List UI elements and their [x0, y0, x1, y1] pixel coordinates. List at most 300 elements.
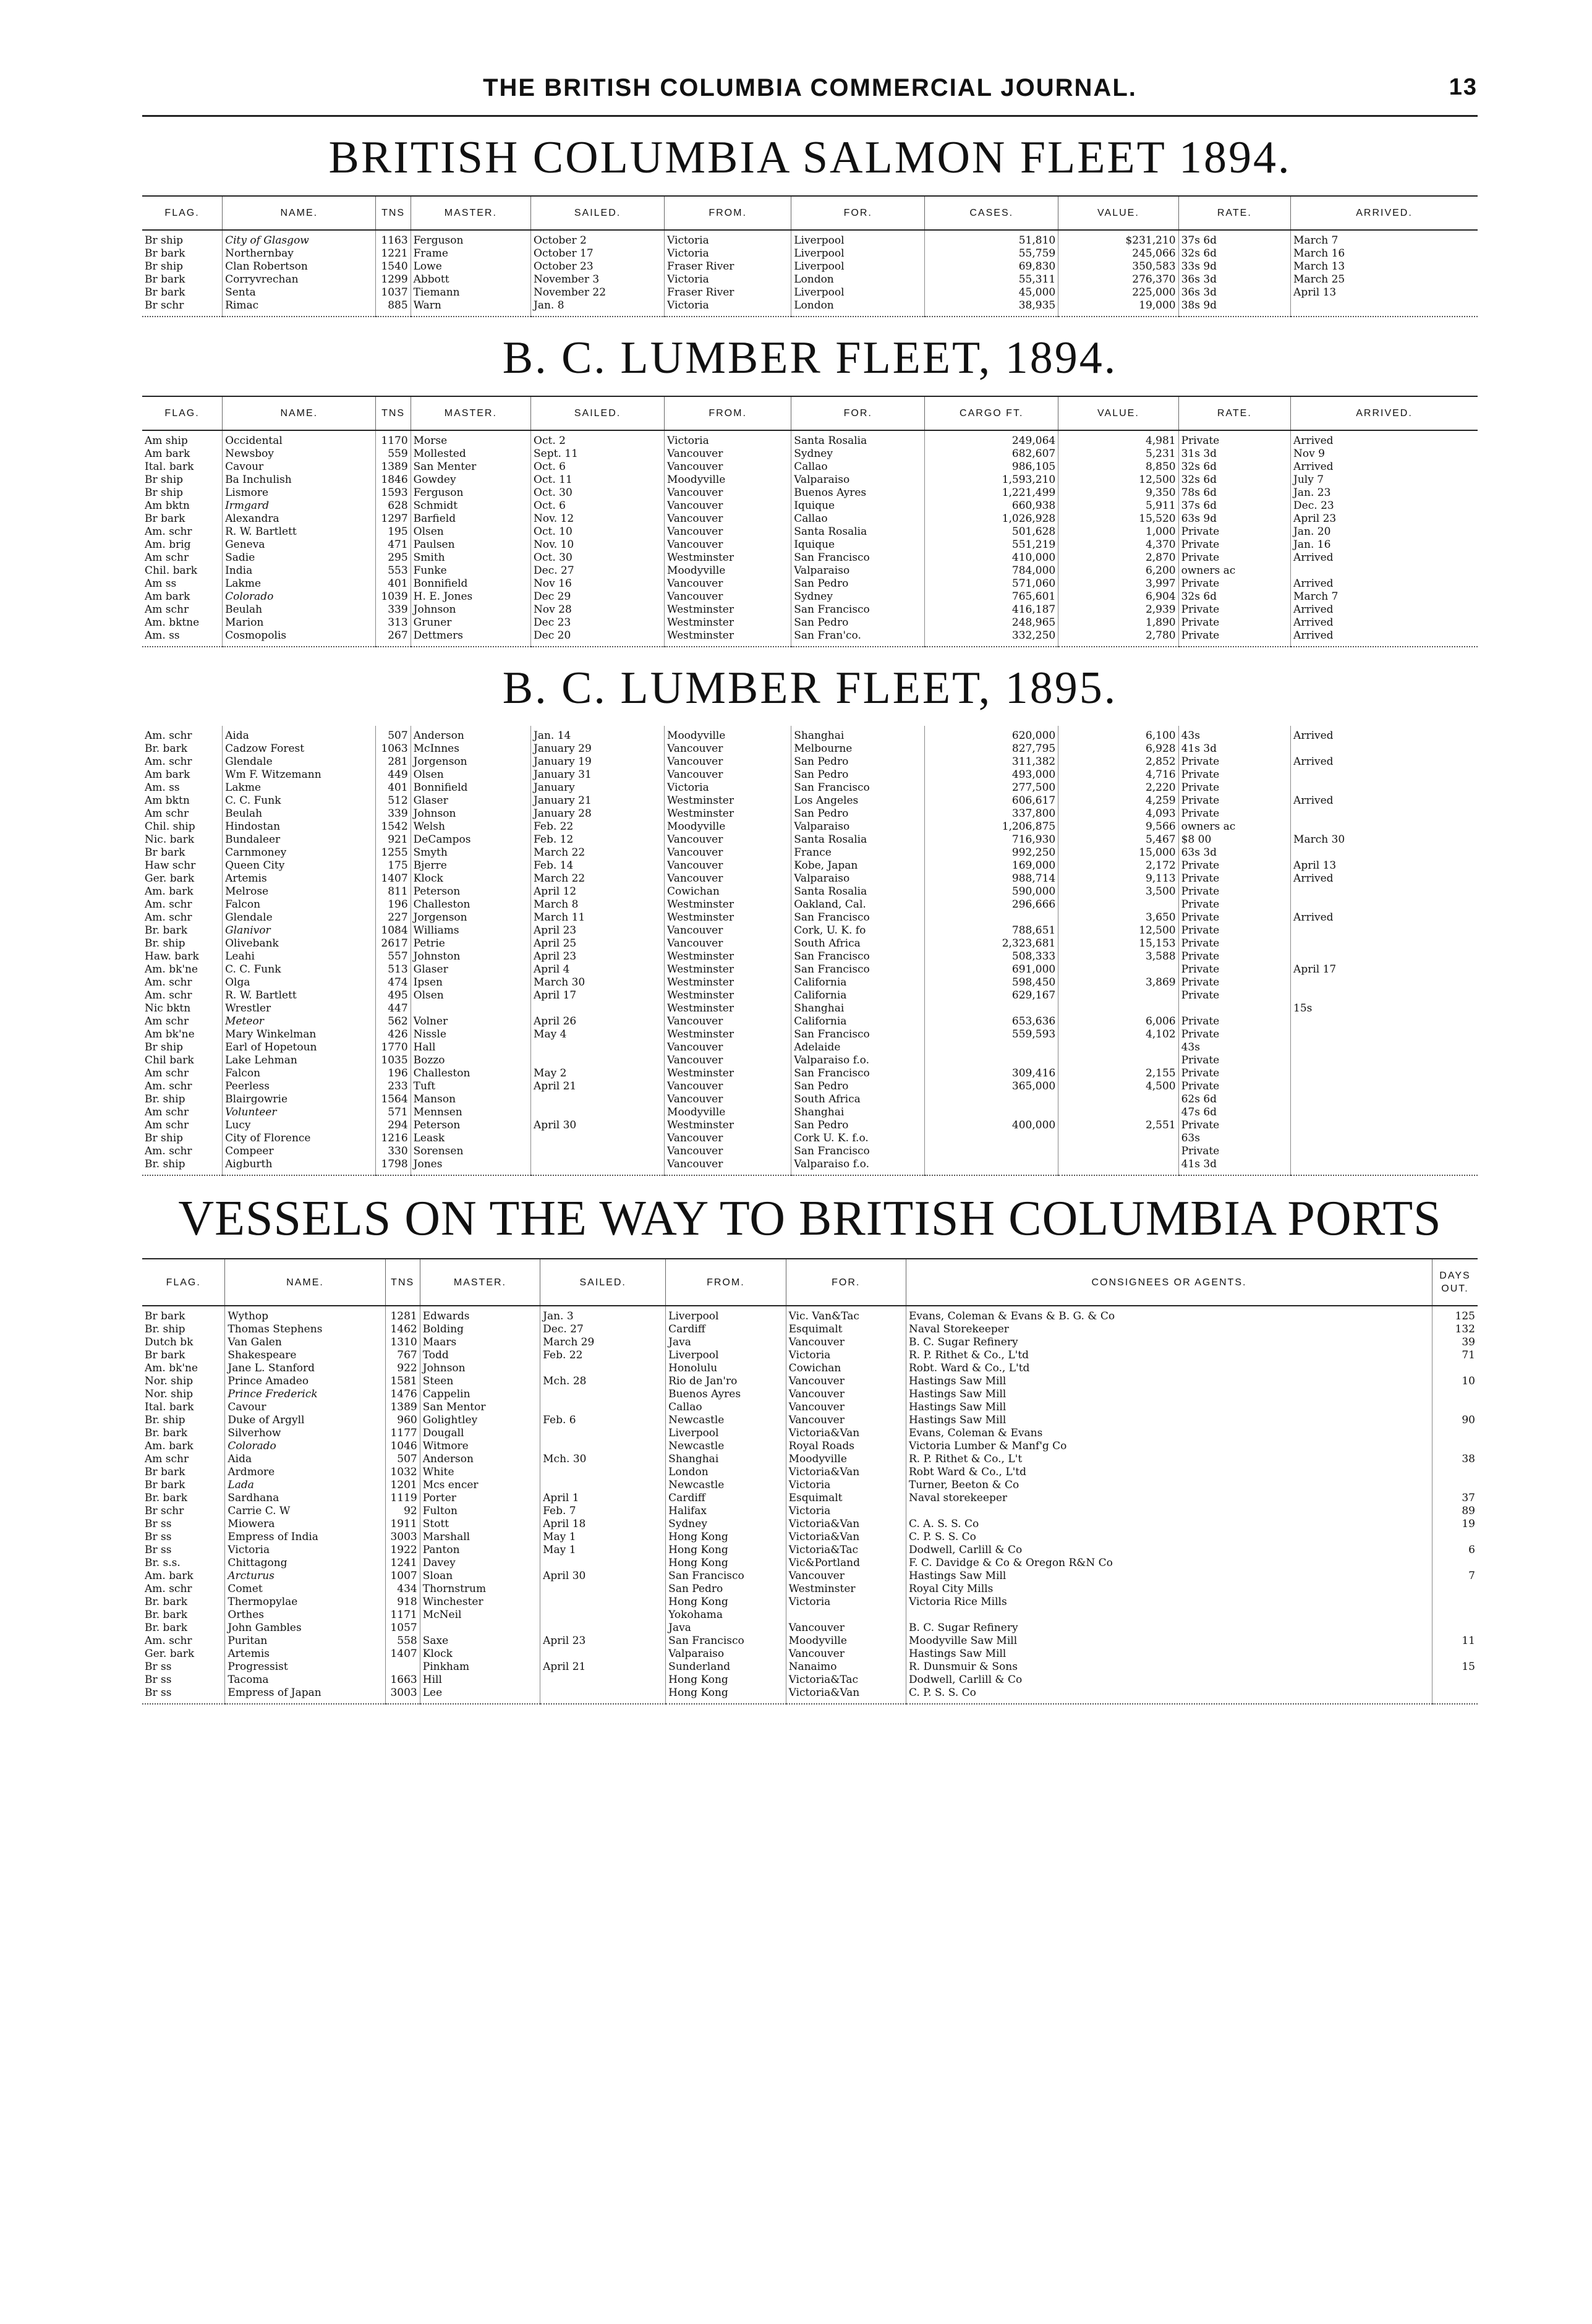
table-cell: Private — [1178, 1054, 1290, 1067]
table-cell: 3003 — [385, 1531, 420, 1544]
page-number: 13 — [1449, 74, 1478, 100]
table-cell: Marshall — [420, 1531, 540, 1544]
table-row — [142, 299, 1478, 317]
table-cell: 37s 6d — [1178, 230, 1290, 247]
table-cell — [540, 1466, 666, 1479]
table-cell: Hastings Saw Mill — [906, 1648, 1432, 1661]
table-cell — [1291, 768, 1478, 781]
table-cell: 401 — [376, 781, 411, 794]
table-cell: 339 — [376, 807, 411, 820]
table-cell: November 22 — [531, 286, 665, 299]
table-cell: Br bark — [145, 247, 185, 260]
table-cell: April 23 — [531, 924, 665, 937]
table-cell: Oct. 30 — [531, 551, 665, 564]
table-cell: Clan Robertson — [223, 260, 376, 273]
table-cell: 986,105 — [925, 461, 1058, 474]
table-cell: Queen City — [223, 859, 376, 872]
table-cell: 1310 — [385, 1336, 420, 1349]
table-cell: Vancouver — [786, 1622, 906, 1635]
table-cell: Bozzo — [411, 1054, 530, 1067]
table-cell: Liverpool — [791, 247, 925, 260]
table-cell: Private — [1178, 538, 1290, 551]
table-cell: Callao — [791, 461, 925, 474]
table-cell: Anderson — [420, 1453, 540, 1466]
table-cell: Orthes — [225, 1609, 385, 1622]
table-row — [142, 1002, 1478, 1015]
table-cell: Hastings Saw Mill — [906, 1414, 1432, 1427]
table-cell: 9,350 — [1058, 487, 1178, 500]
table-cell: Santa Rosalia — [791, 430, 925, 448]
table-cell: Vancouver — [665, 590, 791, 603]
table-cell: 1663 — [385, 1674, 420, 1687]
table-cell: 1255 — [376, 846, 411, 859]
table-cell: 5,231 — [1058, 448, 1178, 461]
table-cell: Victoria — [786, 1505, 906, 1518]
table-cell: Smyth — [411, 846, 530, 859]
table-cell: 63s 3d — [1178, 846, 1290, 859]
table-cell: April 30 — [540, 1570, 666, 1583]
table-cell: Am. schr — [145, 526, 192, 538]
table-cell: Feb. 22 — [540, 1349, 666, 1362]
table-cell: Vic&Portland — [786, 1557, 906, 1570]
table-cell: 15s — [1291, 1002, 1478, 1015]
table-cell: 12,500 — [1058, 924, 1178, 937]
table-row — [142, 726, 1478, 743]
table-cell: 71 — [1432, 1349, 1478, 1362]
table-cell: R. P. Rithet & Co., L't — [906, 1453, 1432, 1466]
table-cell: B. C. Sugar Refinery — [906, 1622, 1432, 1635]
table-cell: C. C. Funk — [223, 963, 376, 976]
table-cell: Jane L. Stanford — [225, 1362, 385, 1375]
table-cell: Br. ship — [142, 1158, 223, 1175]
table-cell: Glendale — [223, 911, 376, 924]
table-cell — [1291, 885, 1478, 898]
table-cell — [531, 1132, 665, 1145]
table-cell: Challeston — [411, 898, 530, 911]
table-cell: Moodyville — [665, 726, 791, 743]
table-cell: Tuft — [411, 1080, 530, 1093]
table-cell: 562 — [376, 1015, 411, 1028]
table-cell: Private — [1178, 924, 1290, 937]
table-cell: Haw schr — [145, 859, 196, 872]
table-cell — [531, 1093, 665, 1106]
table-cell: 1462 — [385, 1323, 420, 1336]
table-cell: 1564 — [376, 1093, 411, 1106]
table-row — [142, 474, 1478, 487]
table-row — [142, 616, 1478, 629]
table-cell: Vancouver — [665, 500, 791, 513]
table-cell: 51,810 — [925, 230, 1058, 247]
table-cell: San Pedro — [791, 1080, 925, 1093]
table-row — [142, 1661, 1478, 1674]
table-cell: Occidental — [223, 430, 376, 448]
table-cell: Vancouver — [665, 538, 791, 551]
table-cell: 1,890 — [1058, 616, 1178, 629]
table-cell: 227 — [376, 911, 411, 924]
table-cell: 3,997 — [1058, 577, 1178, 590]
table-cell: London — [666, 1466, 786, 1479]
table-cell: 330 — [376, 1145, 411, 1158]
table-cell: March 22 — [531, 872, 665, 885]
table-cell: Feb. 12 — [531, 833, 665, 846]
table-cell: 195 — [376, 526, 411, 538]
table-cell: Jan. 3 — [540, 1306, 666, 1323]
table-cell: Am schr — [145, 1106, 189, 1118]
journal-page — [142, 74, 1478, 1705]
table-cell: Br ship — [145, 260, 184, 273]
table-row — [142, 590, 1478, 603]
table-row — [142, 526, 1478, 538]
table-cell — [1058, 1002, 1178, 1015]
table-cell: Frame — [411, 247, 530, 260]
table-cell: 276,370 — [1058, 273, 1178, 286]
table-cell: 233 — [376, 1080, 411, 1093]
table-cell: Vancouver — [665, 513, 791, 526]
table-cell: California — [791, 989, 925, 1002]
table-cell: 1,221,499 — [925, 487, 1058, 500]
table-cell: Vancouver — [786, 1570, 906, 1583]
table-cell: 45,000 — [925, 286, 1058, 299]
table-cell: Shanghai — [791, 1106, 925, 1119]
table-cell: 7 — [1432, 1570, 1478, 1583]
table-cell: Westminster — [665, 1119, 791, 1132]
table-cell: Irmgard — [223, 500, 376, 513]
table-cell: April 23 — [1291, 513, 1478, 526]
table-cell: 811 — [376, 885, 411, 898]
table-cell: Oct. 6 — [531, 461, 665, 474]
table-cell — [1291, 1067, 1478, 1080]
table-cell: 571 — [376, 1106, 411, 1119]
table-cell — [1291, 1080, 1478, 1093]
table-cell: Am. bark — [145, 1440, 194, 1452]
table-cell — [925, 1093, 1058, 1106]
table-cell: 41s 3d — [1178, 1158, 1290, 1175]
table-cell: 551,219 — [925, 538, 1058, 551]
table-cell — [1291, 846, 1478, 859]
table-row — [142, 1158, 1478, 1175]
table-cell: Westminster — [665, 616, 791, 629]
table-cell: 196 — [376, 898, 411, 911]
table-row — [142, 1015, 1478, 1028]
table-cell: Oct. 10 — [531, 526, 665, 538]
table-cell: Westminster — [665, 950, 791, 963]
table-cell: Nic bktn — [145, 1002, 191, 1015]
table-cell: Br. bark — [145, 1609, 188, 1621]
table-cell: Sardhana — [225, 1492, 385, 1505]
table-cell: 716,930 — [925, 833, 1058, 846]
table-cell — [540, 1622, 666, 1635]
table-cell: Private — [1178, 616, 1290, 629]
vessels-title: VESSELS ON THE WAY TO BRITISH COLUMBIA PORTS — [178, 1191, 1442, 1246]
table-cell: C. C. Funk — [223, 794, 376, 807]
table-cell: 1084 — [376, 924, 411, 937]
table-cell: 1407 — [376, 872, 411, 885]
table-cell: City of Glasgow — [223, 230, 376, 247]
table-cell: 1171 — [385, 1609, 420, 1622]
table-row — [142, 603, 1478, 616]
table-cell: Private — [1178, 885, 1290, 898]
table-cell: Mch. 30 — [540, 1453, 666, 1466]
table-cell: Jorgenson — [411, 911, 530, 924]
table-cell: Private — [1178, 551, 1290, 564]
table-cell: 512 — [376, 794, 411, 807]
table-cell: Private — [1178, 911, 1290, 924]
table-cell: Private — [1178, 768, 1290, 781]
table-cell: Valparaiso — [791, 872, 925, 885]
table-cell: Vancouver — [665, 1015, 791, 1028]
table-cell — [540, 1674, 666, 1687]
table-cell: Nic. bark — [145, 833, 195, 846]
table-row — [142, 577, 1478, 590]
table-cell: Vancouver — [665, 859, 791, 872]
table-cell: 1798 — [376, 1158, 411, 1175]
table-row — [142, 487, 1478, 500]
table-cell: 1046 — [385, 1440, 420, 1453]
table-cell: 1007 — [385, 1570, 420, 1583]
table-cell: Marion — [223, 616, 376, 629]
table-cell: Lada — [225, 1479, 385, 1492]
table-cell: Saxe — [420, 1635, 540, 1648]
table-cell: Funke — [411, 564, 530, 577]
column-header: TNS — [376, 196, 411, 230]
table-cell: 6,928 — [1058, 743, 1178, 756]
table-row — [142, 1119, 1478, 1132]
table-cell: Arrived — [1291, 616, 1478, 629]
table-cell: April 12 — [531, 885, 665, 898]
table-cell: Br ss — [145, 1661, 172, 1673]
table-cell — [531, 1054, 665, 1067]
table-cell: Lee — [420, 1687, 540, 1704]
table-row — [142, 846, 1478, 859]
table-cell: Br schr — [142, 299, 223, 317]
running-head — [142, 74, 1478, 111]
table-cell: Tacoma — [225, 1674, 385, 1687]
table-cell: Br. bark — [145, 1596, 188, 1608]
table-cell: Arrived — [1291, 872, 1478, 885]
table-cell: Victoria — [665, 430, 791, 448]
table-cell: Wythop — [225, 1306, 385, 1323]
table-row — [142, 1388, 1478, 1401]
table-cell: Br bark — [145, 1479, 185, 1491]
table-cell — [1058, 1132, 1178, 1145]
table-cell — [1291, 1093, 1478, 1106]
table-cell: R. Dunsmuir & Sons — [906, 1661, 1432, 1674]
table-cell: 2,780 — [1058, 629, 1178, 647]
table-cell: $8 00 — [1178, 833, 1290, 846]
table-cell: Johnston — [411, 950, 530, 963]
table-cell: 10 — [1432, 1375, 1478, 1388]
table-cell: 571,060 — [925, 577, 1058, 590]
table-cell: Victoria — [665, 273, 791, 286]
table-cell — [925, 1041, 1058, 1054]
table-cell: John Gambles — [225, 1622, 385, 1635]
table-cell — [1291, 1132, 1478, 1145]
table-cell: Sydney — [666, 1518, 786, 1531]
table-cell: 32s 6d — [1178, 247, 1290, 260]
table-cell: Arcturus — [225, 1570, 385, 1583]
table-cell — [540, 1648, 666, 1661]
table-cell: Hastings Saw Mill — [906, 1388, 1432, 1401]
table-cell: Am. schr — [145, 1145, 192, 1157]
table-cell: November 3 — [531, 273, 665, 286]
column-header: ARRIVED. — [1291, 396, 1478, 430]
table-cell: City of Florence — [223, 1132, 376, 1145]
table-cell: Private — [1178, 937, 1290, 950]
table-cell: Jan. 16 — [1291, 538, 1478, 551]
table-cell: Nor. ship — [145, 1375, 194, 1387]
table-cell: 559,593 — [925, 1028, 1058, 1041]
table-cell: Newcastle — [666, 1440, 786, 1453]
table-cell: San Mentor — [420, 1401, 540, 1414]
table-cell: 6,100 — [1058, 726, 1178, 743]
table-cell: Iquique — [791, 500, 925, 513]
table-cell — [1291, 924, 1478, 937]
table-cell: March 7 — [1291, 590, 1478, 603]
table-cell: Private — [1178, 807, 1290, 820]
table-cell: Private — [1178, 859, 1290, 872]
table-cell: Valparaiso — [791, 564, 925, 577]
table-cell: Private — [1178, 603, 1290, 616]
table-cell: Maars — [420, 1336, 540, 1349]
table-cell: 1846 — [376, 474, 411, 487]
table-cell — [1432, 1427, 1478, 1440]
table-cell: 401 — [376, 577, 411, 590]
table-row — [142, 1414, 1478, 1427]
table-cell: Chil. bark — [145, 564, 198, 577]
table-cell: 788,651 — [925, 924, 1058, 937]
table-cell: Am schr — [145, 807, 189, 820]
table-cell: 132 — [1432, 1323, 1478, 1336]
table-cell: Feb. 14 — [531, 859, 665, 872]
vessels-header — [142, 1259, 1478, 1306]
table-cell: Johnson — [420, 1362, 540, 1375]
table-cell: Nov 9 — [1291, 448, 1478, 461]
table-cell: C. A. S. S. Co — [906, 1518, 1432, 1531]
lumber-1895-body — [142, 726, 1478, 1175]
column-header: VALUE. — [1058, 396, 1178, 430]
column-header: CARGO FT. — [925, 396, 1058, 430]
table-cell — [906, 1609, 1432, 1622]
table-cell — [531, 1145, 665, 1158]
table-cell: Victoria — [665, 230, 791, 247]
table-cell: Victoria&Van — [786, 1687, 906, 1704]
table-cell: Naval Storekeeper — [906, 1323, 1432, 1336]
table-cell: 6 — [1432, 1544, 1478, 1557]
table-cell: Aigburth — [223, 1158, 376, 1175]
table-cell: 1241 — [385, 1557, 420, 1570]
table-row — [142, 989, 1478, 1002]
table-cell: 350,583 — [1058, 260, 1178, 273]
table-cell: Br bark — [145, 846, 185, 859]
table-cell: Nov. 10 — [531, 538, 665, 551]
table-cell: 1281 — [385, 1306, 420, 1323]
table-cell: Rimac — [223, 299, 376, 317]
table-cell — [1432, 1466, 1478, 1479]
table-cell: Lismore — [223, 487, 376, 500]
table-cell: Jorgenson — [411, 756, 530, 768]
table-cell: Miowera — [225, 1518, 385, 1531]
table-cell: McInnes — [411, 743, 530, 756]
table-cell: 1476 — [385, 1388, 420, 1401]
table-row — [142, 1132, 1478, 1145]
table-cell — [1291, 299, 1478, 317]
table-cell: Turner, Beeton & Co — [906, 1479, 1432, 1492]
table-cell: Comet — [225, 1583, 385, 1596]
table-cell: 277,500 — [925, 781, 1058, 794]
table-cell: Bolding — [420, 1323, 540, 1336]
table-cell: March 8 — [531, 898, 665, 911]
table-cell: California — [791, 976, 925, 989]
table-row — [142, 1440, 1478, 1453]
table-row — [142, 859, 1478, 872]
table-cell: Hastings Saw Mill — [906, 1401, 1432, 1414]
table-cell: 3003 — [385, 1687, 420, 1704]
table-cell — [1291, 937, 1478, 950]
table-cell: March 30 — [531, 976, 665, 989]
table-cell: Private — [1178, 781, 1290, 794]
table-cell: April 13 — [1291, 286, 1478, 299]
table-cell: Victoria — [225, 1544, 385, 1557]
table-cell: 1119 — [385, 1492, 420, 1505]
table-cell: Private — [1178, 1119, 1290, 1132]
table-cell: Volner — [411, 1015, 530, 1028]
table-cell: San Francisco — [791, 603, 925, 616]
table-cell: Anderson — [411, 726, 530, 743]
table-cell: Yokohama — [666, 1609, 786, 1622]
table-cell: 767 — [385, 1349, 420, 1362]
table-cell: January 31 — [531, 768, 665, 781]
table-cell: Westminster — [665, 807, 791, 820]
table-cell: Meteor — [223, 1015, 376, 1028]
table-cell: 55,311 — [925, 273, 1058, 286]
table-cell: Newcastle — [666, 1414, 786, 1427]
salmon-fleet-table — [142, 195, 1478, 317]
table-cell: Fulton — [420, 1505, 540, 1518]
table-cell: March 22 — [531, 846, 665, 859]
table-cell: Hong Kong — [666, 1531, 786, 1544]
table-cell: Mary Winkelman — [223, 1028, 376, 1041]
table-row — [142, 1531, 1478, 1544]
table-cell: Am ship — [145, 435, 188, 447]
table-cell: 1216 — [376, 1132, 411, 1145]
table-cell: Cork U. K. f.o. — [791, 1132, 925, 1145]
table-cell: Aida — [225, 1453, 385, 1466]
table-cell: Royal City Mills — [906, 1583, 1432, 1596]
table-cell: Hong Kong — [666, 1596, 786, 1609]
table-cell: Nissle — [411, 1028, 530, 1041]
table-row — [142, 768, 1478, 781]
table-cell: April 26 — [531, 1015, 665, 1028]
table-cell — [1291, 743, 1478, 756]
table-cell: Private — [1178, 794, 1290, 807]
table-cell: Vancouver — [665, 872, 791, 885]
table-cell: 3,500 — [1058, 885, 1178, 898]
table-cell: Am schr — [145, 1119, 189, 1131]
table-cell: Ardmore — [225, 1466, 385, 1479]
table-cell: Liverpool — [666, 1349, 786, 1362]
table-cell: 8,850 — [1058, 461, 1178, 474]
table-cell: 1221 — [376, 247, 411, 260]
table-cell: April 17 — [531, 989, 665, 1002]
table-cell: Shanghai — [666, 1453, 786, 1466]
table-cell: Feb. 6 — [540, 1414, 666, 1427]
table-cell — [540, 1609, 666, 1622]
table-cell: Arrived — [1291, 430, 1478, 448]
table-cell: 11 — [1432, 1635, 1478, 1648]
table-cell: Am schr — [145, 603, 189, 616]
table-row — [142, 247, 1478, 260]
table-cell: 19,000 — [1058, 299, 1178, 317]
